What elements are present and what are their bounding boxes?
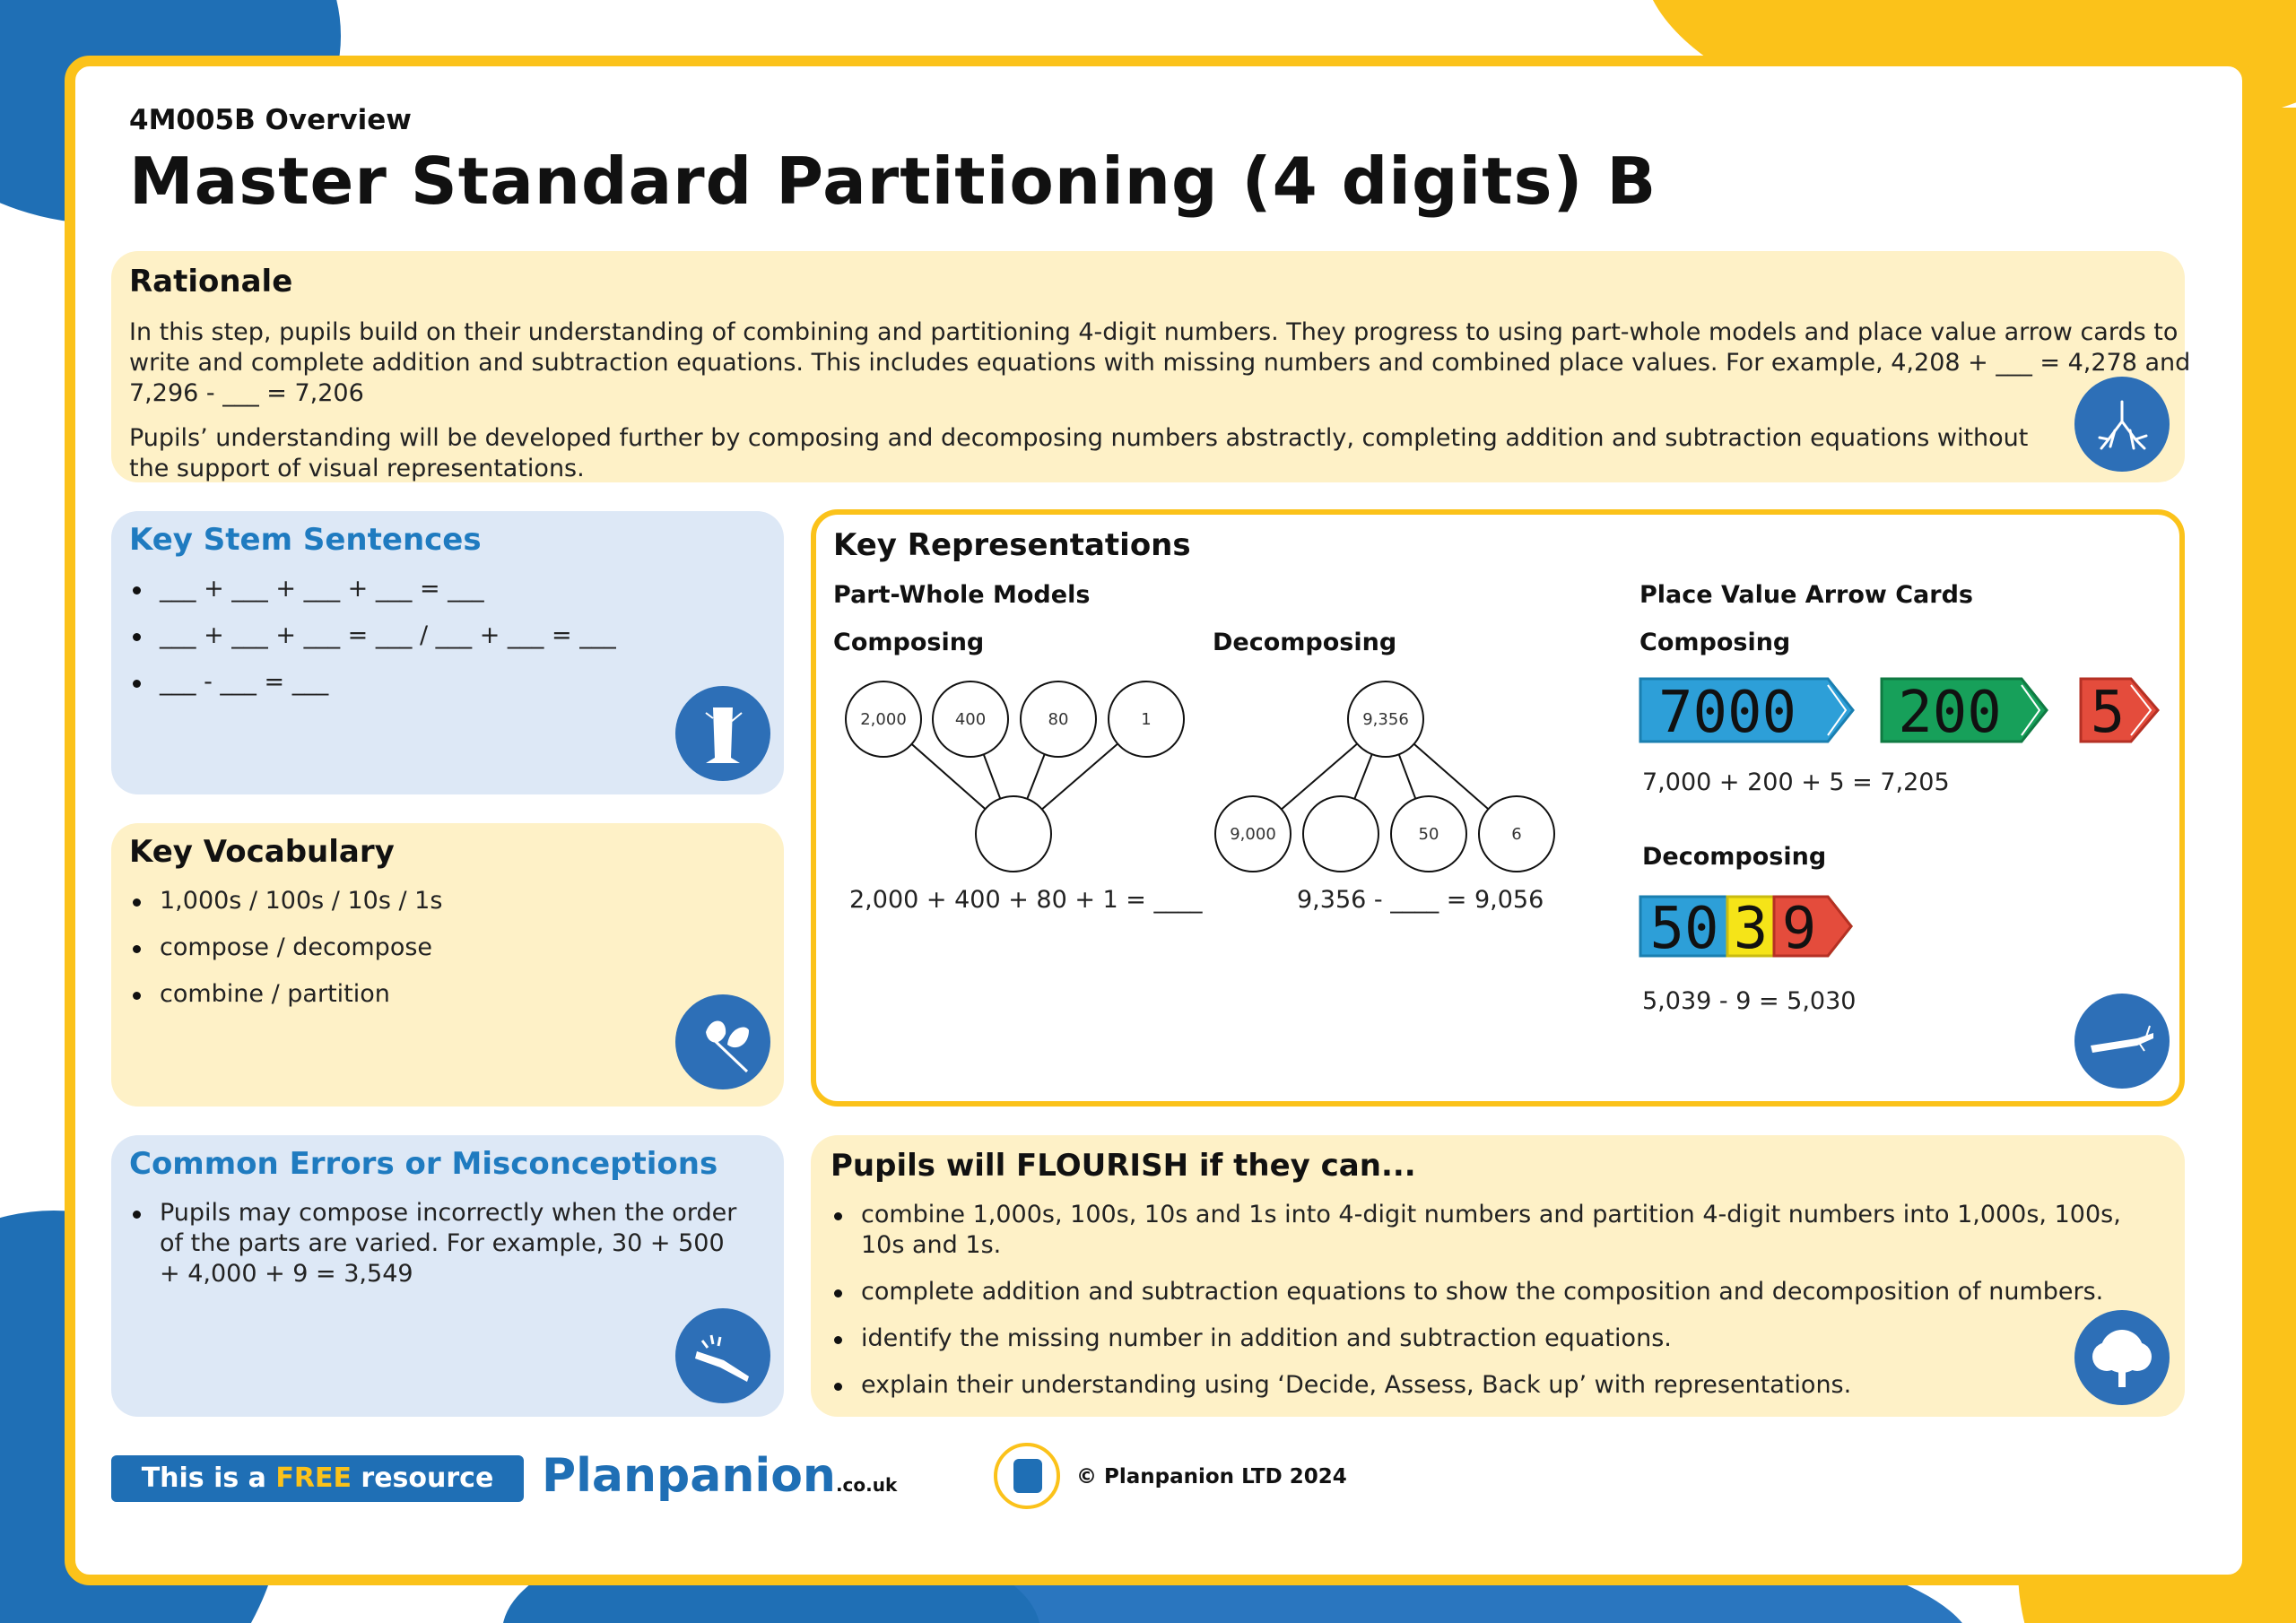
arrow-decomposing-equation: 5,039 - 9 = 5,030: [1642, 987, 1857, 1015]
list-item: combine 1,000s, 100s, 10s and 1s into 4-digit numbers and partition 4-digit numbers into 1,000s, 100s, 10s and 1s.: [831, 1200, 2165, 1261]
list-item: ___ + ___ + ___ = ___ / ___ + ___ = ___: [129, 621, 766, 651]
whole-circle: [976, 796, 1051, 872]
arrow-composing-label: Composing: [1639, 629, 1791, 656]
rationale-paragraph-1: In this step, pupils build on their understanding of combining and partitioning 4-digit numbers. They progress to using part-whole models and place value arrow cards to write and complete addition and subtraction equations. This includes equations with missing numbers and combined place values. For example, 4,208 + ___ = 4,278 and 7,296 - ___ = 7,206: [129, 318, 2191, 407]
broken-branch-icon: [675, 1308, 770, 1403]
stack-card-value: 50: [1649, 896, 1719, 960]
rationale-heading: Rationale: [129, 264, 293, 299]
flourish-panel: [811, 1135, 2185, 1417]
arrow-card-hundreds: [1882, 679, 2047, 744]
arrow-card-value: 7000: [1657, 680, 1797, 744]
part-label: 80: [1048, 710, 1069, 729]
list-item: ___ + ___ + ___ + ___ = ___: [129, 574, 766, 604]
decomposing-part-whole-model: [1206, 673, 1565, 879]
list-item: compose / decompose: [129, 933, 766, 963]
leaves-icon: [675, 994, 770, 1089]
arrow-cards-decomposing: [1638, 892, 1853, 960]
page-subtitle: 4M005B Overview: [129, 104, 412, 136]
part-circle: [1303, 796, 1378, 872]
arrow-card-value: 5: [2090, 680, 2126, 744]
arrow-card-value: 200: [1898, 680, 2002, 744]
free-resource-banner[interactable]: [111, 1455, 524, 1541]
composing-equation: 2,000 + 400 + 80 + 1 = ____: [849, 886, 1203, 914]
list-item: complete addition and subtraction equations to show the composition and decomposition of numbers.: [831, 1277, 2165, 1307]
list-item: ___ - ___ = ___: [129, 667, 766, 698]
stack-card-value: 3: [1733, 896, 1769, 960]
part-label: 1: [1141, 710, 1152, 729]
rationale-paragraph-2: Pupils’ understanding will be developed further by composing and decomposing numbers abstractly, completing addition and subtraction equations without the support of visual representations.: [129, 424, 2029, 482]
flourish-heading: Pupils will FLOURISH if they can...: [831, 1148, 1416, 1184]
arrow-card-thousands: [1640, 679, 1853, 744]
stack-card-value: 9: [1781, 896, 1817, 960]
decomposing-equation: 9,356 - ____ = 9,056: [1297, 886, 1544, 914]
composing-part-whole-model: [834, 673, 1193, 879]
logo-main: Planpanion: [542, 1449, 836, 1503]
roots-icon: [2074, 377, 2170, 472]
rationale-panel: [111, 251, 2191, 482]
tree-trunk-icon: [675, 686, 770, 781]
branch-icon: [2074, 994, 2170, 1089]
part-label: 6: [1511, 825, 1522, 844]
planpanion-badge-icon: [994, 1443, 1060, 1509]
part-label: 9,000: [1230, 825, 1276, 844]
logo-suffix: .co.uk: [835, 1474, 898, 1496]
full-tree-icon: [2074, 1310, 2170, 1405]
arrow-cards-composing: [1638, 676, 2167, 744]
list-item: combine / partition: [129, 979, 766, 1010]
stem-sentences-heading: Key Stem Sentences: [129, 522, 482, 558]
free-prefix: This is a: [141, 1462, 276, 1494]
part-label: 2,000: [860, 710, 907, 729]
planpanion-logo[interactable]: [542, 1449, 897, 1503]
arrow-cards-label: Place Value Arrow Cards: [1639, 581, 1973, 609]
free-suffix: resource from: [282, 1462, 494, 1541]
copyright-text: © Planpanion LTD 2024: [1076, 1465, 1347, 1488]
list-item: explain their understanding using ‘Decide, Assess, Back up’ with representations.: [831, 1370, 2165, 1401]
decomposing-label: Decomposing: [1213, 629, 1397, 656]
whole-label: 9,356: [1362, 710, 1409, 729]
free-highlight: FREE: [275, 1462, 352, 1494]
arrow-composing-equation: 7,000 + 200 + 5 = 7,205: [1642, 768, 1950, 796]
list-item: identify the missing number in addition and subtraction equations.: [831, 1324, 2165, 1354]
arrow-card-ones: [2081, 679, 2158, 744]
composing-label: Composing: [833, 629, 985, 656]
arrow-decomposing-label: Decomposing: [1642, 843, 1827, 871]
page-title: Master Standard Partitioning (4 digits) B: [129, 143, 1657, 219]
list-item: 1,000s / 100s / 10s / 1s: [129, 886, 766, 916]
part-label: 400: [954, 710, 987, 729]
key-representations-heading: Key Representations: [833, 527, 1191, 563]
list-item: Pupils may compose incorrectly when the order of the parts are varied. For example, 30 + 500 + 4,000 + 9 = 3,549: [129, 1198, 739, 1289]
part-whole-label: Part-Whole Models: [833, 581, 1091, 609]
vocabulary-heading: Key Vocabulary: [129, 834, 395, 870]
errors-heading: Common Errors or Misconceptions: [129, 1146, 718, 1182]
part-label: 50: [1418, 825, 1439, 844]
